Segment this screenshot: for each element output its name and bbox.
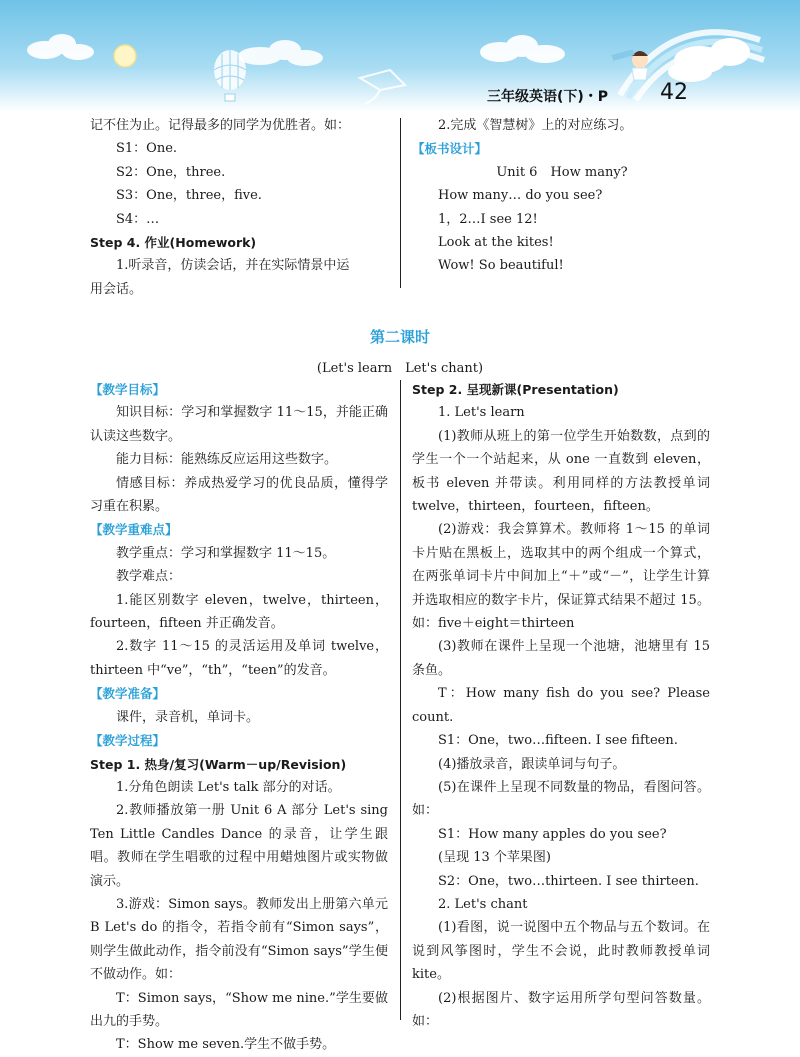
text-line: 记不住为止。记得最多的同学为优胜者。如： [90, 118, 351, 133]
text-line: S3：One，three，five. [116, 188, 262, 204]
section-heading: 【板书设计】 [412, 141, 488, 157]
cloud-icon [238, 40, 323, 66]
paragraph: 1.能区别数字 eleven，twelve，thirteen，fourteen，fifteen 并正确发音。 [90, 592, 388, 632]
paragraph: 教学难点： [116, 569, 182, 585]
paragraph: T：Show me seven.学生不做手势。 [116, 1037, 336, 1053]
balloon-icon [214, 50, 246, 101]
paragraph: (3)教师在课件上呈现一个池塘，池塘里有 15 条鱼。 [412, 639, 710, 678]
board-line: Look at the kites! [438, 235, 554, 251]
step-heading: Step 2. 呈现新课(Presentation) [412, 382, 619, 397]
paragraph: 能力目标：能熟练反应运用这些数字。 [116, 452, 338, 468]
paragraph: 2.数字 11～15 的灵活运用及单词 twelve，thirteen 中“ve”，“th”，“teen”的发音。 [90, 639, 388, 678]
section-heading: 【教学重难点】 [90, 522, 178, 538]
step-heading: Step 1. 热身/复习(Warm－up/Revision) [90, 756, 347, 772]
paragraph: (2)根据图片、数字运用所学句型问答数量。如： [412, 990, 710, 1029]
text-line: 用会话。 [90, 281, 143, 297]
top-right-column [412, 114, 712, 278]
board-line: Unit 6 How many? [496, 164, 628, 180]
text-line: 2.完成《智慧树》上的对应练习。 [438, 118, 633, 133]
paragraph: T：Simon says，“Show me nine.”学生要做出九的手势。 [90, 990, 388, 1029]
paragraph: S1：One，two…fifteen. I see fifteen. [438, 733, 678, 749]
board-line: How many… do you see? [438, 188, 603, 204]
paragraph: 课件，录音机，单词卡。 [116, 709, 260, 725]
paragraph: (4)播放录音，跟读单词与句子。 [438, 756, 626, 772]
section-heading: 【教学过程】 [90, 733, 166, 749]
section-heading: 【教学准备】 [90, 686, 166, 702]
text-line: S2：One，three. [116, 164, 226, 180]
lesson-subtitle: (Let's learn Let's chant) [316, 361, 484, 376]
kite-icon [360, 70, 405, 104]
board-line: 1，2…I see 12! [438, 211, 538, 227]
paragraph: (呈现 13 个苹果图) [438, 850, 551, 866]
text-line: S4：… [116, 211, 160, 227]
paragraph: S1：How many apples do you see? [438, 826, 667, 842]
paragraph: T：How many fish do you see? Please count. [412, 686, 710, 725]
paragraph: (5)在课件上呈现不同数量的物品，看图问答。如： [412, 779, 710, 819]
section-heading: 【教学目标】 [90, 382, 166, 397]
column-divider [400, 380, 401, 1020]
step-heading: Step 4. 作业(Homework) [90, 235, 257, 251]
right-column [412, 378, 710, 1033]
paragraph: 1.分角色朗读 Let's talk 部分的对话。 [116, 779, 341, 795]
left-column [90, 378, 388, 1057]
sun-icon [114, 45, 136, 67]
book-label: 三年级英语(下)・P [487, 89, 609, 105]
paragraph: 2. Let's chant [438, 896, 528, 912]
paragraph: 1. Let's learn [438, 405, 525, 421]
board-line: Wow! So beautiful! [438, 258, 564, 274]
text-line: 1.听录音，仿读会话，并在实际情景中运 [116, 258, 350, 274]
paragraph: 2.教师播放第一册 Unit 6 A 部分 Let's sing Ten Little Candles Dance 的录音，让学生跟唱。教师在学生唱歌的过程中用蜡烛图片或实物做演示。 [90, 803, 388, 889]
lesson-title: 第二课时 [369, 328, 430, 346]
paragraph: 知识目标：学习和掌握数字 11～15，并能正确认读这些数字。 [90, 405, 388, 444]
paragraph: S2：One，two…thirteen. I see thirteen. [438, 873, 699, 889]
paragraph: 教学重点：学习和掌握数字 11～15。 [116, 545, 336, 561]
text-line: S1：One. [116, 141, 178, 157]
column-divider [400, 118, 401, 288]
paragraph: 情感目标：养成热爱学习的优良品质，懂得学习重在积累。 [90, 475, 388, 515]
page-number: 42 [660, 80, 688, 105]
cloud-icon [480, 35, 565, 63]
paragraph: (2)游戏：我会算算术。教师将 1～15 的单词卡片贴在黑板上，选取其中的两个组成一个算式，在两张单词卡片中间加上“＋”或“－”，让学生计算并选取相应的数字卡片，保证算式结果不超过 15。如：five＋eight＝thirteen [412, 522, 710, 632]
paragraph: 3.游戏：Simon says。教师发出上册第六单元 B Let's do 的指令，若指令前有“Simon says”，则学生做此动作，指令前没有“Simon says”学生便不做动作。如： [90, 896, 388, 983]
paragraph: (1)教师从班上的第一位学生开始数数，点到的学生一个一个站起来，从 one 一直数到 eleven，板书 eleven 并带读。利用同样的方法教授单词 twelve，thirteen，fourteen，fifteen。 [412, 428, 710, 515]
top-left-column [90, 114, 388, 301]
paragraph: (1)看图，说一说图中五个物品与五个数词。在说到风筝图时，学生不会说，此时教师教授单词 kite。 [412, 920, 710, 983]
cloud-icon [27, 34, 94, 60]
